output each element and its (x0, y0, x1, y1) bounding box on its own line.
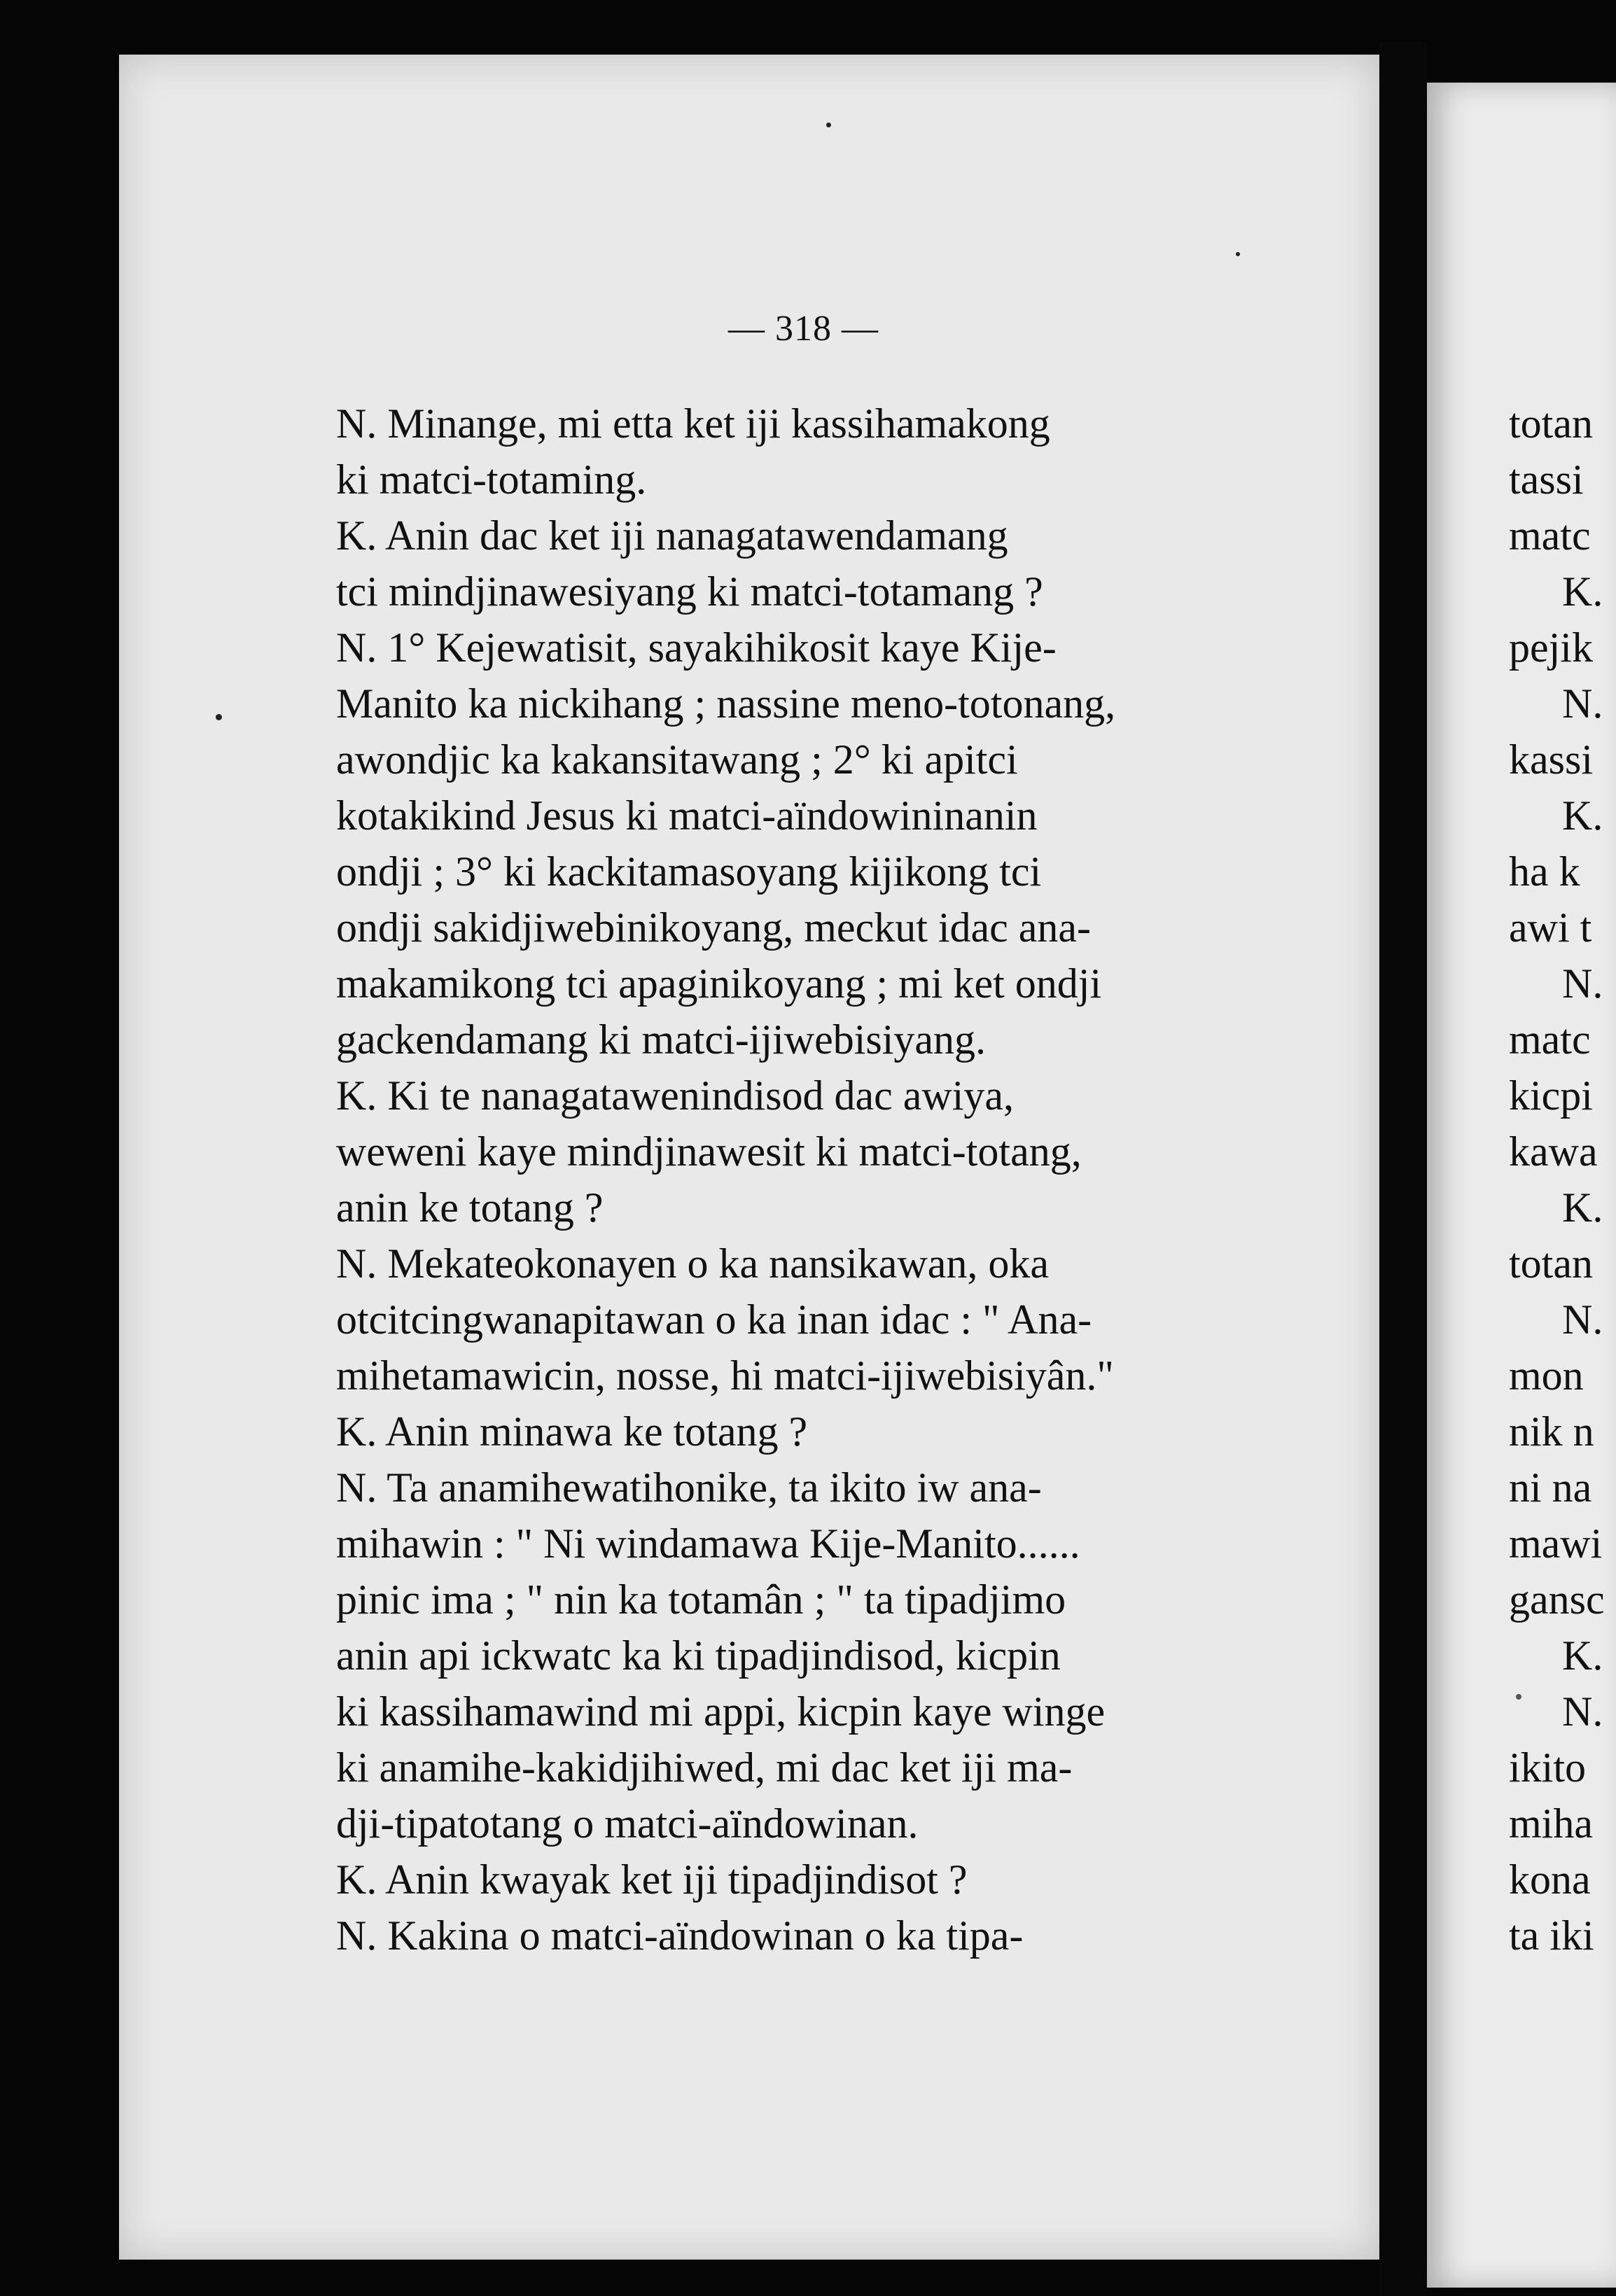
text-line: K. (1562, 1184, 1603, 1231)
text-line: N. Ta anamihewatihonike, ta ikito iw ana- (336, 1464, 1042, 1511)
text-line: matc (1509, 512, 1591, 559)
text-line: miha (1509, 1800, 1593, 1847)
text-line: tci mindjinawesiyang ki matci-totamang ? (336, 568, 1043, 615)
text-line: K. Anin dac ket iji nanagatawendamang (336, 512, 1008, 559)
text-line: N. (1562, 1296, 1603, 1343)
text-line: otcitcingwanapitawan o ka inan idac : " Ana- (336, 1296, 1092, 1343)
text-line: ikito (1509, 1744, 1587, 1791)
text-line: ta iki (1509, 1912, 1594, 1959)
text-line: tassi (1509, 456, 1584, 503)
scan-speck (826, 122, 831, 127)
text-line: kona (1509, 1856, 1591, 1903)
text-line: N. (1562, 680, 1603, 727)
text-line: K. (1562, 568, 1603, 615)
book-gutter (1379, 42, 1427, 2296)
scan-speck (216, 714, 222, 720)
text-line: K. Anin kwayak ket iji tipadjindisot ? (336, 1856, 968, 1903)
text-line: gansc (1509, 1576, 1605, 1623)
text-line: dji-tipatotang o matci-aïndowinan. (336, 1800, 919, 1847)
text-line: K. Ki te nanagatawenindisod dac awiya, (336, 1072, 1014, 1119)
text-line: makamikong tci apaginikoyang ; mi ket ondji (336, 960, 1102, 1007)
text-line: Manito ka nickihang ; nassine meno-totonang, (336, 680, 1116, 727)
page-number: — 318 — (728, 309, 879, 349)
text-line: mon (1509, 1352, 1584, 1399)
text-line: ki matci-totaming. (336, 456, 647, 503)
text-line: pejik (1509, 624, 1593, 671)
text-line: ha k (1509, 848, 1580, 895)
text-line: kotakikind Jesus ki matci-aïndowininanin (336, 792, 1038, 839)
text-line: N. (1562, 960, 1603, 1007)
text-line: ki kassihamawind mi appi, kicpin kaye winge (336, 1688, 1106, 1735)
text-line: K. Anin minawa ke totang ? (336, 1408, 808, 1455)
text-line: kassi (1509, 736, 1593, 783)
scan-speck (1516, 1694, 1521, 1700)
text-line: K. (1562, 792, 1603, 839)
text-line: ki anamihe-kakidjihiwed, mi dac ket iji ma- (336, 1744, 1073, 1791)
text-line: totan (1509, 400, 1593, 447)
text-line: mihetamawicin, nosse, hi matci-ijiwebisiyân." (336, 1352, 1114, 1399)
text-line: totan (1509, 1240, 1593, 1287)
text-line: anin ke totang ? (336, 1184, 604, 1231)
text-line: N. (1562, 1688, 1603, 1735)
text-line: nik n (1509, 1408, 1594, 1455)
text-line: kawa (1509, 1128, 1598, 1175)
text-line: matc (1509, 1016, 1591, 1063)
text-line: ni na (1509, 1464, 1592, 1511)
text-line: ondji sakidjiwebinikoyang, meckut idac ana- (336, 904, 1092, 951)
text-line: N. 1° Kejewatisit, sayakihikosit kaye Kije- (336, 624, 1057, 671)
text-line: N. Minange, mi etta ket iji kassihamakong (336, 400, 1050, 447)
text-line: pinic ima ; " nin ka totamân ; " ta tipadjimo (336, 1576, 1066, 1623)
text-line: mawi (1509, 1520, 1603, 1567)
text-line: gackendamang ki matci-ijiwebisiyang. (336, 1016, 987, 1063)
text-line: anin api ickwatc ka ki tipadjindisod, kicpin (336, 1632, 1061, 1679)
text-line: N. Kakina o matci-aïndowinan o ka tipa- (336, 1912, 1024, 1959)
text-line: kicpi (1509, 1072, 1593, 1119)
text-line: awondjic ka kakansitawang ; 2° ki apitci (336, 736, 1018, 783)
text-line: weweni kaye mindjinawesit ki matci-totang, (336, 1128, 1082, 1175)
text-line: K. (1562, 1632, 1603, 1679)
text-line: awi t (1509, 904, 1592, 951)
scan-speck (1236, 252, 1240, 256)
text-line: mihawin : " Ni windamawa Kije-Manito...... (336, 1520, 1080, 1567)
text-line: ondji ; 3° ki kackitamasoyang kijikong tci (336, 848, 1042, 895)
text-line: N. Mekateokonayen o ka nansikawan, oka (336, 1240, 1050, 1287)
